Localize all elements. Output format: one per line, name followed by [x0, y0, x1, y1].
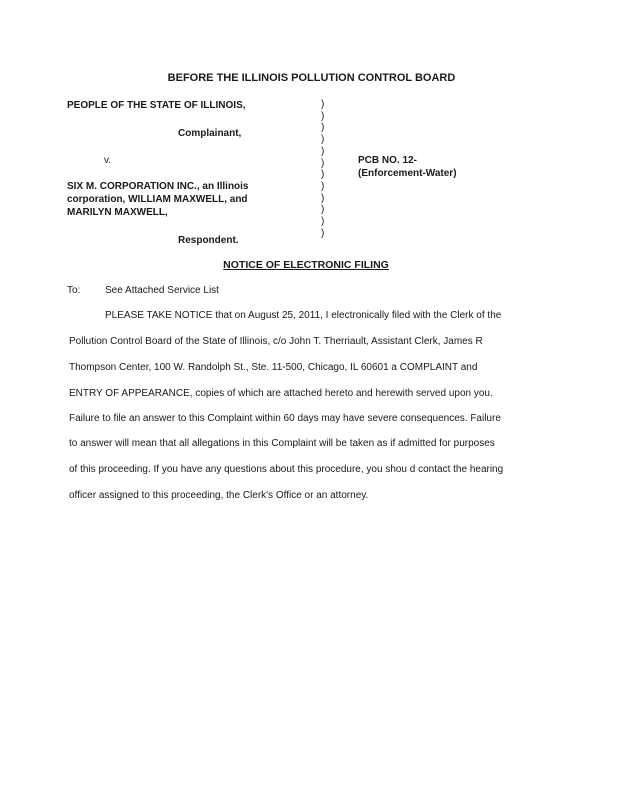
body-line: officer assigned to this proceeding, the Clerk's Office or an attorney. — [69, 490, 369, 501]
paren: ) — [321, 110, 325, 122]
respondent-label: Respondent. — [178, 235, 239, 246]
body-line: to answer will mean that all allegations in this Complaint will be taken as if admitted for purposes — [69, 438, 495, 449]
paren: ) — [321, 157, 325, 169]
paren: ) — [321, 192, 325, 204]
caption-parentheses — [321, 99, 324, 239]
case-number: PCB NO. 12- — [358, 155, 417, 166]
body-line: Thompson Center, 100 W. Randolph St., Ste. 11-500, Chicago, IL 60601 a COMPLAINT and — [69, 362, 478, 373]
notice-heading: NOTICE OF ELECTRONIC FILING — [223, 259, 389, 271]
plaintiff-name: PEOPLE OF THE STATE OF ILLINOIS, — [67, 100, 246, 111]
body-line: PLEASE TAKE NOTICE that on August 25, 2011, I electronically filed with the Clerk of the — [105, 310, 502, 321]
versus-label: v. — [104, 155, 112, 166]
defendant-line: corporation, WILLIAM MAXWELL, and — [67, 194, 248, 205]
paren: ) — [321, 227, 325, 239]
body-line: ENTRY OF APPEARANCE, copies of which are attached hereto and herewith served upon you. — [69, 388, 493, 399]
paren: ) — [321, 145, 325, 157]
body-line: Pollution Control Board of the State of Illinois, c/o John T. Therriault, Assistant Clerk, James R — [69, 336, 483, 347]
board-title: BEFORE THE ILLINOIS POLLUTION CONTROL BOARD — [167, 72, 456, 84]
body-line: of this proceeding. If you have any questions about this procedure, you shou d contact the hearing — [69, 464, 504, 475]
paren: ) — [321, 216, 325, 228]
paren: ) — [321, 169, 325, 181]
complainant-label: Complainant, — [178, 128, 242, 139]
to-value: See Attached Service List — [105, 285, 219, 296]
paren: ) — [321, 180, 325, 192]
case-type: (Enforcement-Water) — [358, 168, 457, 179]
defendant-line: SIX M. CORPORATION INC., an Illinois — [67, 181, 249, 192]
body-line: Failure to file an answer to this Complaint within 60 days may have severe consequences. Failure — [69, 413, 501, 424]
defendant-line: MARILYN MAXWELL, — [67, 207, 168, 218]
paren: ) — [321, 204, 325, 216]
to-label: To: — [67, 285, 81, 296]
paren: ) — [321, 134, 325, 146]
paren: ) — [321, 122, 325, 134]
paren: ) — [321, 99, 325, 110]
